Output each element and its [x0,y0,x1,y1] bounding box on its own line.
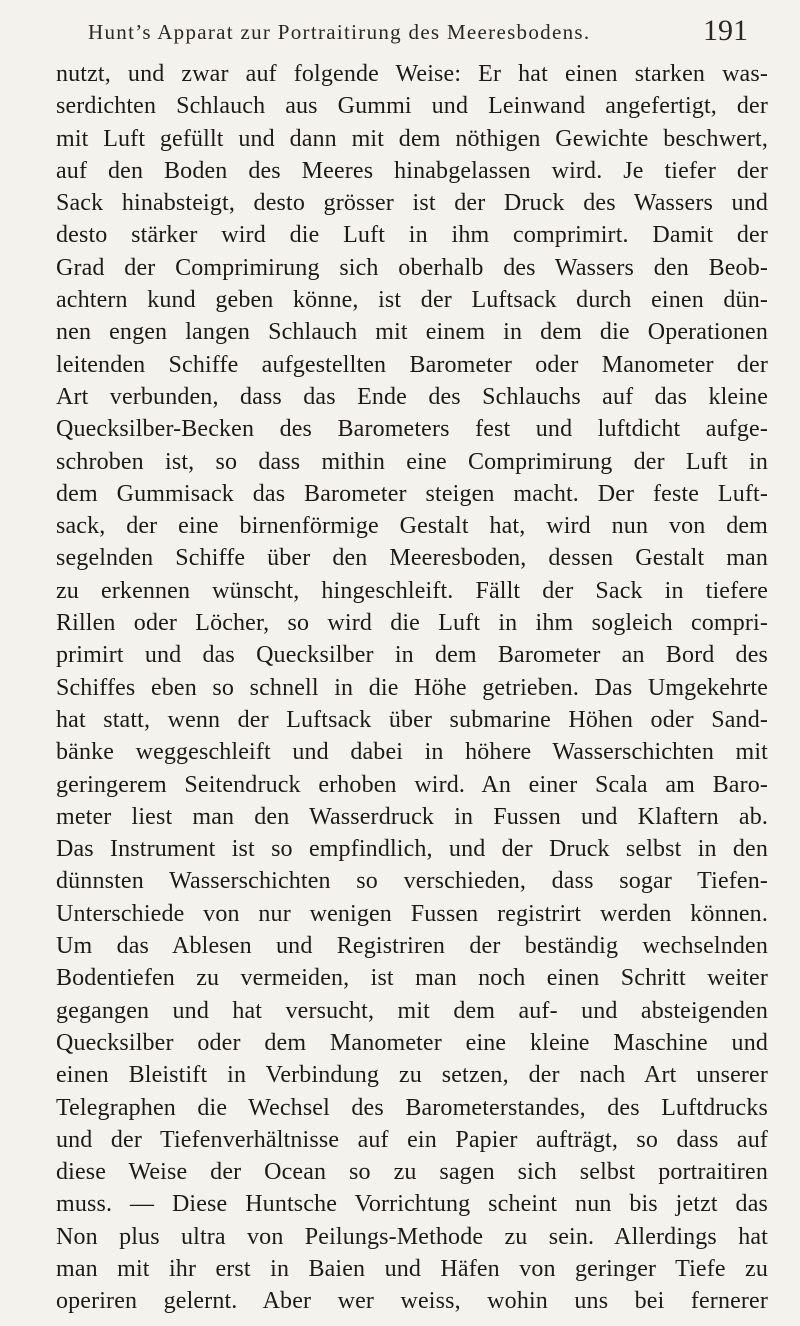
text-line: Sack hinabsteigt, desto grösser ist der Druck des Wassers und [56,190,768,217]
text-line: segelnden Schiffe über den Meeresboden, dessen Gestalt man [56,545,768,572]
text-line: Art verbunden, dass das Ende des Schlauchs auf das kleine [56,383,768,410]
text-line: leitenden Schiffe aufgestellten Barometer oder Manometer der [56,351,768,378]
text-line: mit Luft gefüllt und dann mit dem nöthigen Gewichte beschwert, [56,125,768,152]
text-line: nen engen langen Schlauch mit einem in dem die Operationen [56,319,768,346]
text-line: nutzt, und zwar auf folgende Weise: Er hat einen starken was- [56,61,768,87]
text-line: muss. — Diese Huntsche Vorrichtung scheint nun bis jetzt das [56,1191,768,1218]
text-line: Quecksilber oder dem Manometer eine kleine Maschine und [56,1029,768,1056]
text-line: dünnsten Wasserschichten so verschieden, dass sogar Tiefen- [56,868,768,895]
text-line: meter liest man den Wasserdruck in Fussen und Klaftern ab. [56,803,768,830]
text-line: Grad der Comprimirung sich oberhalb des Wassers den Beob- [56,254,768,281]
text-line: Rillen oder Löcher, so wird die Luft in ihm sogleich compri- [56,610,768,637]
text-line: Unterschiede von nur wenigen Fussen registrirt werden können. [56,900,768,927]
text-line: schroben ist, so dass mithin eine Comprimirung der Luft in [56,448,768,475]
text-line: Schiffes eben so schnell in die Höhe getrieben. Das Umgekehrte [56,674,768,701]
text-line: man mit ihr erst in Baien und Häfen von geringer Tiefe zu [56,1255,768,1282]
text-line: hat statt, wenn der Luftsack über submarine Höhen oder Sand- [56,706,768,733]
text-line: diese Weise der Ocean so zu sagen sich selbst portraitiren [56,1159,768,1186]
text-line: einen Bleistift in Verbindung zu setzen, der nach Art unserer [56,1062,768,1089]
text-line: bänke weggeschleift und dabei in höhere Wasserschichten mit [56,739,768,766]
body-paragraph [56,58,768,1318]
page-number: 191 [703,14,748,47]
text-line: dem Gummisack das Barometer steigen macht. Der feste Luft- [56,480,768,507]
text-line: zu erkennen wünscht, hingeschleift. Fällt der Sack in tiefere [56,577,768,604]
text-line: operiren gelernt. Aber wer weiss, wohin uns bei fernerer [56,1288,768,1315]
text-line: Bodentiefen zu vermeiden, ist man noch einen Schritt weiter [56,965,768,992]
text-line: und der Tiefenverhältnisse auf ein Papier aufträgt, so dass auf [56,1126,768,1153]
text-line: Das Instrument ist so empfindlich, und der Druck selbst in den [56,836,768,863]
text-line: achtern kund geben könne, ist der Luftsack durch einen dün- [56,287,768,314]
text-line: geringerem Seitendruck erhoben wird. An einer Scala am Baro- [56,771,768,798]
text-line: serdichten Schlauch aus Gummi und Leinwand angefertigt, der [56,93,768,120]
running-title: Hunt’s Apparat zur Portraitirung des Meeresbodens. [88,20,591,44]
text-line: gegangen und hat versucht, mit dem auf- und absteigenden [56,997,768,1024]
running-head [88,14,748,54]
text-line: Quecksilber-Becken des Barometers fest und luftdicht aufge- [56,416,768,443]
text-line: Um das Ablesen und Registriren der beständig wechselnden [56,933,768,960]
text-line: Non plus ultra von Peilungs-Methode zu sein. Allerdings hat [56,1223,768,1250]
text-line: primirt und das Quecksilber in dem Barometer an Bord des [56,642,768,669]
text-line: Telegraphen die Wechsel des Barometerstandes, des Luftdrucks [56,1094,768,1121]
text-line: auf den Boden des Meeres hinabgelassen wird. Je tiefer der [56,157,768,184]
text-line: sack, der eine birnenförmige Gestalt hat, wird nun von dem [56,513,768,540]
text-line: desto stärker wird die Luft in ihm comprimirt. Damit der [56,222,768,249]
